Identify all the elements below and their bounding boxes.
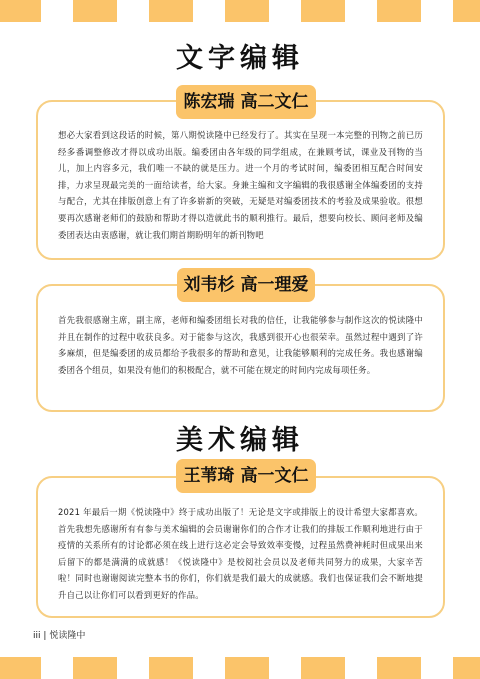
editor-card-body: 首先我很感谢主席，副主席，老师和编委团组长对我的信任，让我能够参与制作这次的悦读隆中并且在制作的过程中收获良多。对于能参与这次，我感到很开心也很荣幸。虽然过程中遇到了许多麻烦，但是编委团的成员都给予我很多的帮助和意见，让我能够顺利的完成任务。我也感谢编委团各个组员，如果没有他们的积极配合，就不可能在规定的时间内完成每项任务。 — [58, 315, 423, 375]
editor-card-body: 2021 年最后一期《悦读隆中》终于成功出版了！无论是文字或排版上的设计希望大家都喜欢。首先我想先感谢所有有参与美术编辑的会员谢谢你们的合作才让我们的排版工作顺利地进行由于疫情的关系所有的讨论都必须在线上进行这必定会导致效率变慢，过程虽然费神耗时但成果出来后留下的都是满满的成就感！《悦读隆中》是校阅社会员以及老师共同努力的成果，大家辛苦啦！同时也谢谢阅读完整本书的你们，你们就是我们最大的成就感。我们也保证我们会不断地提升自己以让你们可以看到更好的作品。 — [58, 507, 423, 600]
stripe-block — [73, 657, 117, 679]
page-footer — [33, 628, 85, 641]
editor-card-chen — [36, 100, 445, 260]
publication-name: 悦读隆中 — [49, 631, 86, 641]
stripe-block — [453, 657, 480, 679]
editor-name-label: 陈宏瑞 高二文仁 — [176, 85, 316, 119]
footer-separator: | — [43, 631, 47, 641]
bottom-stripe-band — [0, 657, 480, 679]
stripe-block — [301, 657, 345, 679]
stripe-block — [149, 0, 193, 22]
stripe-block — [453, 0, 480, 22]
editor-card-liu — [36, 284, 445, 412]
stripe-block — [0, 0, 41, 22]
stripe-block — [301, 0, 345, 22]
editor-name-label: 刘韦杉 高一理爱 — [177, 268, 315, 302]
text-editors-title: 文字编辑 — [176, 43, 304, 74]
stripe-block — [377, 0, 421, 22]
stripe-block — [149, 657, 193, 679]
editor-card-body: 想必大家看到这段话的时候，第八期悦读隆中已经发行了。其实在呈现一本完整的刊物之前已历经多番调整修改才得以成功出版。编委团由各年级的同学组成，在兼顾考试，课业及刊物的当儿，加上内容多元，我们唯一不缺的就是压力。进一个月的考试时间，编委团相互配合时间安排，力求呈现最完美的一面给读者，给大家。身兼主编和文字编辑的我很感谢全体编委团的支持与配合，尤其在排版创意上有了许多崭新的突破，无疑是对编委团技术的考验及成果验收。很想要再次感谢老师们的鼓励和帮助才得以造就此书的顺利推行。最后，想要向校长、顾问老师及编委团表达由衷感谢，就让我们期首期盼明年的新刊物吧 — [58, 130, 423, 240]
stripe-block — [225, 657, 269, 679]
stripe-block — [0, 657, 41, 679]
editor-name-label: 王苇琦 高一文仁 — [176, 459, 316, 493]
stripe-block — [73, 0, 117, 22]
editor-card-wang — [36, 476, 445, 618]
stripe-block — [225, 0, 269, 22]
top-stripe-band — [0, 0, 480, 22]
page-number: iii — [33, 631, 41, 641]
art-editors-title: 美术编辑 — [176, 425, 304, 456]
stripe-block — [377, 657, 421, 679]
